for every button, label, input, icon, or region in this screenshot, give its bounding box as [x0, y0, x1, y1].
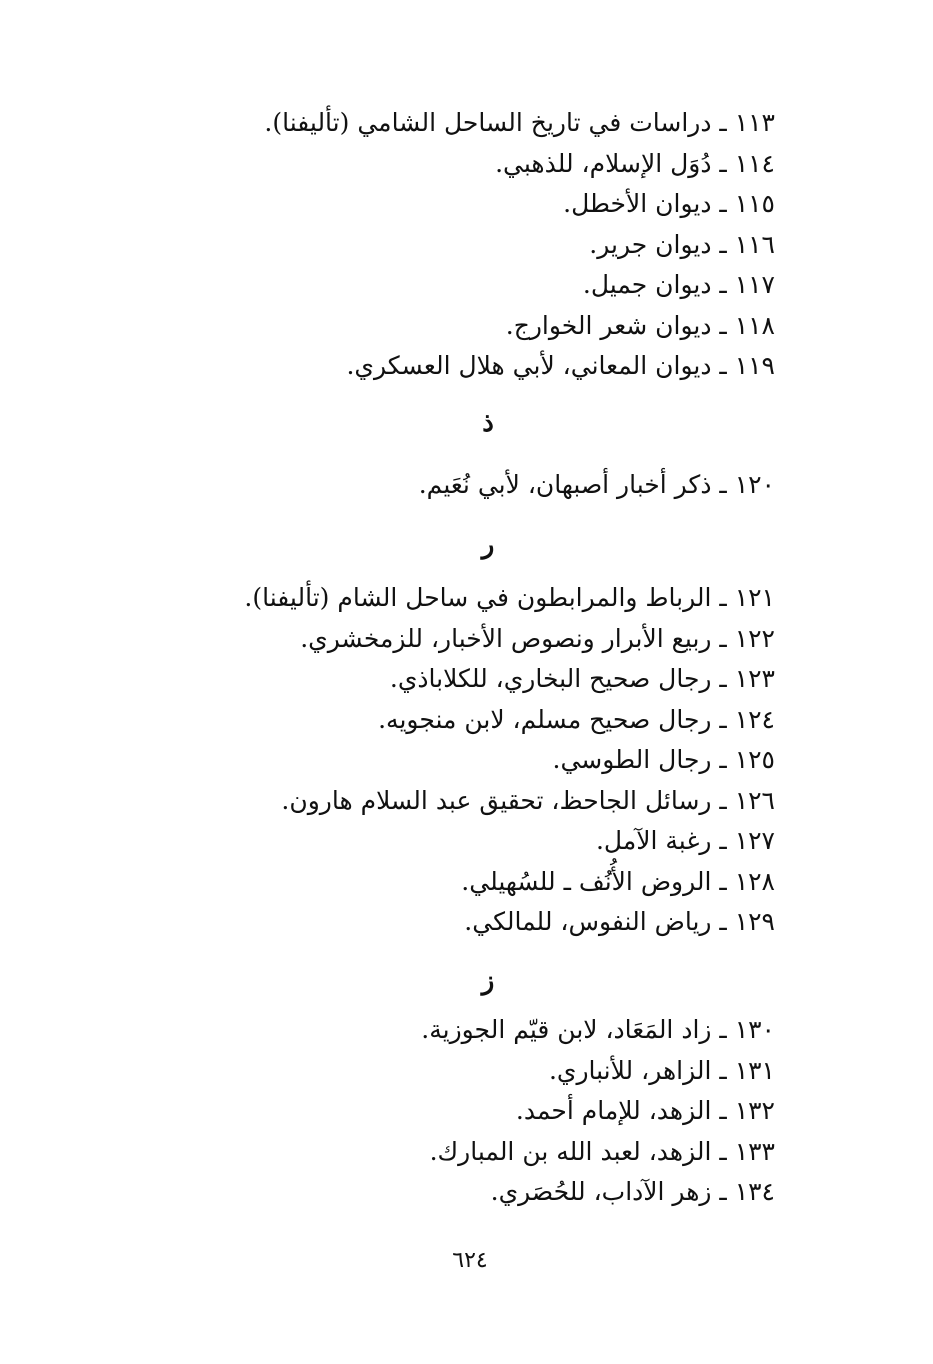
page-number: ٦٢٤: [452, 1248, 488, 1273]
entry-list-zay: [255, 1010, 775, 1213]
list-item: ١٢١ ـ الرباط والمرابطون في ساحل الشام (تأليفنا).: [244, 583, 775, 612]
list-item: ١٢٦ ـ رسائل الجاحظ، تحقيق عبد السلام هارون.: [281, 785, 775, 815]
list-item: ١٣٣ ـ الزهد، لعبد الله بن المبارك.: [429, 1136, 775, 1166]
list-item: ١٢٧ ـ رغبة الآمل.: [595, 826, 775, 855]
list-item: ١٢٤ ـ رجال صحيح مسلم، لابن منجويه.: [378, 704, 775, 734]
list-item: ١٢٩ ـ رياض النفوس، للمالكي.: [464, 907, 775, 936]
section-heading-zay: ز: [481, 966, 495, 996]
list-item: ١٣٤ ـ زهر الآداب، للحُصَري.: [490, 1177, 775, 1206]
list-item: ١٢٠ ـ ذكر أخبار أصبهان، لأبي نُعَيم.: [418, 470, 775, 499]
entry-list-dhal: [255, 465, 775, 506]
entry-list-dal: [255, 103, 775, 387]
list-item: ١٢٥ ـ رجال الطوسي.: [552, 745, 775, 774]
list-item: ١١٧ ـ ديوان جميل.: [582, 270, 775, 299]
list-item: ١٣٠ ـ زاد المَعَاد، لابن قيّم الجوزية.: [421, 1015, 775, 1044]
list-item: ١١٩ ـ ديوان المعاني، لأبي هلال العسكري.: [346, 351, 775, 380]
list-item: ١٢٣ ـ رجال صحيح البخاري، للكلاباذي.: [389, 664, 775, 693]
list-item: ١٢٨ ـ الروض الأُنُف ـ للسُهيلي.: [461, 866, 775, 896]
list-item: ١١٨ ـ ديوان شعر الخوارج.: [505, 310, 775, 340]
list-item: ١٣٢ ـ الزهد، للإمام أحمد.: [515, 1096, 775, 1125]
list-item: ١٣١ ـ الزاهر، للأنباري.: [548, 1055, 775, 1085]
entry-list-ra: [244, 578, 775, 943]
list-item: ١١٣ ـ دراسات في تاريخ الساحل الشامي (تأليفنا).: [264, 108, 775, 137]
list-item: ١٢٢ ـ ربيع الأبرار ونصوص الأخبار، للزمخشري.: [300, 623, 775, 653]
section-heading-ra: ر: [481, 530, 495, 560]
section-heading-dhal: ذ: [482, 408, 494, 438]
list-item: ١١٤ ـ دُوَل الإسلام، للذهبي.: [495, 148, 775, 178]
list-item: ١١٥ ـ ديوان الأخطل.: [563, 189, 775, 218]
list-item: ١١٦ ـ ديوان جرير.: [589, 229, 775, 259]
